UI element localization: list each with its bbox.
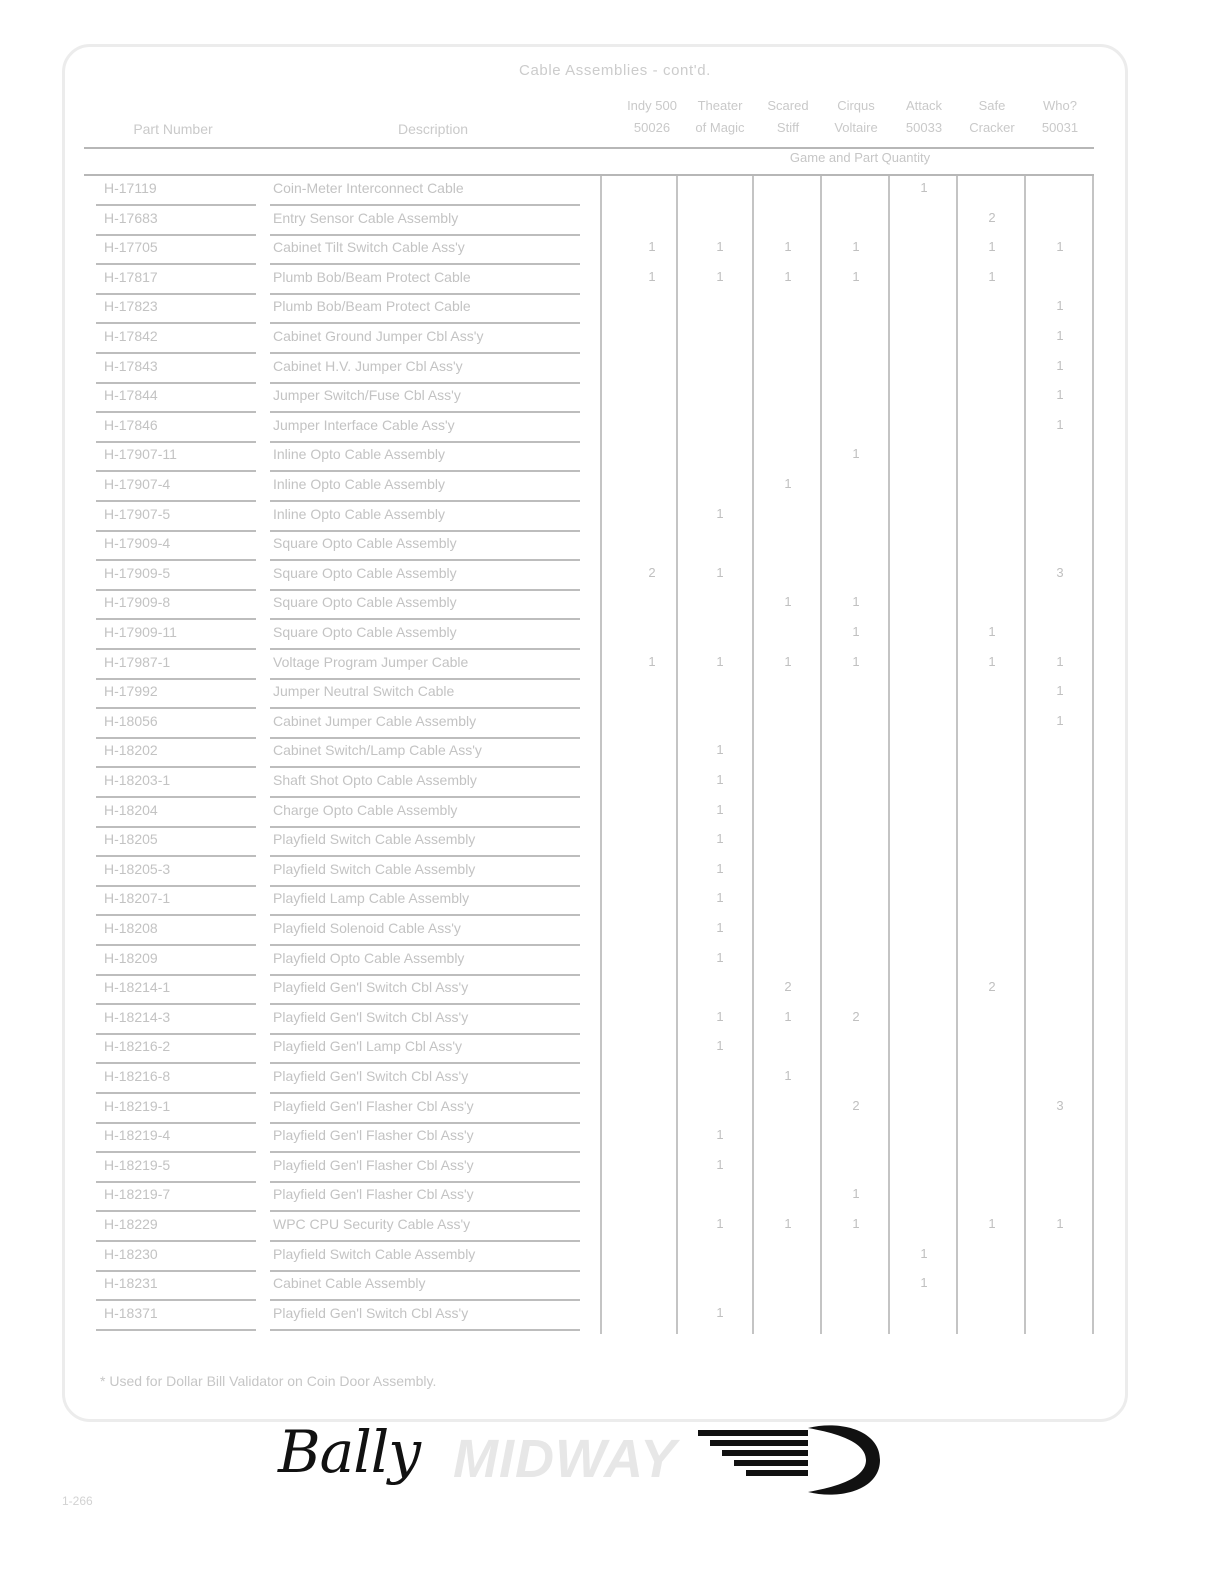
description-cell: Jumper Interface Cable Ass'y <box>273 416 455 433</box>
quantity-cell: 1 <box>852 268 860 284</box>
table-row <box>0 206 1230 236</box>
table-row <box>0 442 1230 472</box>
quantity-cell: 2 <box>784 979 792 995</box>
quantity-cell: 1 <box>1056 712 1064 728</box>
part-number-cell: H-18219-4 <box>104 1127 171 1144</box>
game-header-line1: Safe <box>978 98 1006 113</box>
description-cell: Square Opto Cable Assembly <box>273 535 457 552</box>
quantity-cell: 1 <box>716 920 724 935</box>
part-number-cell: H-18203-1 <box>104 772 171 788</box>
part-number-cell: H-17907-5 <box>104 505 171 522</box>
part-number-cell: H-18216-8 <box>104 1068 171 1084</box>
game-header-1 <box>685 95 755 139</box>
description-cell: Playfield Gen'l Switch Cbl Ass'y <box>273 979 469 996</box>
quantity-cell: 1 <box>716 831 724 847</box>
description-cell: Cabinet Ground Jumper Cbl Ass'y <box>273 328 484 344</box>
table-row <box>0 1153 1230 1183</box>
quantity-cell: 1 <box>1056 683 1064 699</box>
header-rule <box>84 147 1094 149</box>
game-header-line2: of Magic <box>695 120 745 135</box>
description-cell: Square Opto Cable Assembly <box>273 564 457 581</box>
game-header-line2: Stiff <box>776 120 800 135</box>
game-header-0 <box>617 95 687 139</box>
description-cell: Square Opto Cable Assembly <box>273 624 457 640</box>
part-number-cell: H-18204 <box>104 801 158 818</box>
quantity-cell: 1 <box>716 1216 724 1231</box>
quantity-cell: 1 <box>852 653 860 669</box>
table-row <box>0 946 1230 976</box>
quantity-cell: 1 <box>1056 298 1064 314</box>
description-cell: Playfield Gen'l Flasher Cbl Ass'y <box>273 1127 474 1144</box>
quantity-cell: 1 <box>852 594 860 610</box>
part-number-cell: H-18214-1 <box>104 979 171 996</box>
quantity-cell: 1 <box>784 653 792 669</box>
game-header-line2: 50033 <box>905 120 943 135</box>
table-row <box>0 827 1230 857</box>
quantity-cell: 1 <box>1056 328 1064 343</box>
description-cell: Voltage Program Jumper Cable <box>273 653 469 670</box>
game-header-3 <box>821 95 891 139</box>
quantity-cell: 1 <box>784 1008 792 1024</box>
part-number-cell: H-18219-7 <box>104 1186 171 1203</box>
grid-divider <box>752 176 754 1334</box>
table-row <box>0 1064 1230 1094</box>
table-row <box>0 1034 1230 1064</box>
description-cell: Inline Opto Cable Assembly <box>273 505 445 522</box>
table-row <box>0 1271 1230 1301</box>
table-row <box>0 975 1230 1005</box>
quantity-cell: 1 <box>716 653 724 669</box>
part-number-cell: H-18219-1 <box>104 1097 171 1114</box>
game-header-line1: Scared <box>767 98 809 113</box>
quantity-cell: 1 <box>1056 653 1064 669</box>
description-header: Description <box>397 121 469 137</box>
logo-midway-text: MIDWAY <box>453 1429 677 1489</box>
quantity-cell: 1 <box>784 594 792 610</box>
description-cell: Playfield Gen'l Lamp Cbl Ass'y <box>273 1038 462 1055</box>
game-header-2 <box>753 95 823 139</box>
part-number-cell: H-18214-3 <box>104 1008 171 1025</box>
quantity-cell: 1 <box>920 1245 928 1261</box>
quantity-cell: 1 <box>716 1008 724 1024</box>
quantity-cell: 1 <box>784 1068 792 1083</box>
table-row <box>0 1212 1230 1242</box>
logo-bally-text: Bally <box>278 1418 421 1486</box>
quantity-cell: 1 <box>716 1038 724 1054</box>
grid-divider <box>1092 176 1094 1334</box>
table-row <box>0 679 1230 709</box>
part-number-cell: H-18208 <box>104 920 158 936</box>
quantity-cell: 1 <box>716 1127 724 1143</box>
grid-divider <box>676 176 678 1334</box>
grid-divider <box>956 176 958 1334</box>
part-number-cell: H-17846 <box>104 416 158 433</box>
table-row <box>0 768 1230 798</box>
table-row <box>0 1005 1230 1035</box>
grid-divider <box>820 176 822 1334</box>
table-row <box>0 472 1230 502</box>
quantity-cell: 1 <box>988 239 996 255</box>
part-number-cell: H-17842 <box>104 328 158 344</box>
part-number-cell: H-17909-8 <box>104 594 171 611</box>
quantity-cell: 1 <box>784 1216 792 1231</box>
quantity-cell: 1 <box>716 1156 724 1172</box>
quantity-cell: 1 <box>852 446 860 462</box>
part-number-cell: H-17705 <box>104 239 158 256</box>
part-number-cell: H-17907-4 <box>104 476 171 492</box>
footnote: * Used for Dollar Bill Validator on Coin Door Assembly. <box>100 1373 437 1389</box>
description-cell: Entry Sensor Cable Assembly <box>273 209 459 226</box>
quantity-cell: 1 <box>1056 1216 1064 1231</box>
table-row <box>0 1301 1230 1331</box>
quantity-cell: 1 <box>988 268 996 284</box>
description-cell: Jumper Neutral Switch Cable <box>273 683 455 700</box>
description-cell: Playfield Gen'l Flasher Cbl Ass'y <box>273 1186 474 1203</box>
part-number-cell: H-17909-4 <box>104 535 171 552</box>
quantity-cell: 1 <box>784 268 792 284</box>
quantity-cell: 1 <box>920 180 928 195</box>
part-number-cell: H-17987-1 <box>104 653 171 670</box>
table-row <box>0 886 1230 916</box>
table-row <box>0 413 1230 443</box>
quantity-cell: 1 <box>716 239 724 255</box>
part-number-cell: H-17844 <box>104 387 158 404</box>
grid-divider <box>1024 176 1026 1334</box>
game-header-line2: Voltaire <box>834 120 878 135</box>
quantity-cell: 1 <box>716 268 724 284</box>
quantity-cell: 1 <box>648 268 656 284</box>
quantity-cell: 1 <box>648 653 656 669</box>
grid-divider <box>888 176 890 1334</box>
table-row <box>0 383 1230 413</box>
quantity-cell: 1 <box>852 1186 860 1202</box>
part-number-cell: H-18202 <box>104 742 158 759</box>
description-cell: Cabinet Tilt Switch Cable Ass'y <box>273 239 465 256</box>
description-cell: Playfield Switch Cable Assembly <box>273 1245 476 1262</box>
part-number-cell: H-17683 <box>104 209 158 226</box>
table-row <box>0 502 1230 532</box>
description-cell: Playfield Opto Cable Assembly <box>273 949 465 966</box>
description-cell: Inline Opto Cable Assembly <box>273 446 445 463</box>
quantity-cell: 1 <box>988 624 996 639</box>
table-row <box>0 916 1230 946</box>
quantity-cell: 1 <box>716 772 724 787</box>
description-cell: Playfield Gen'l Switch Cbl Ass'y <box>273 1008 469 1025</box>
quantity-cell: 1 <box>784 476 792 491</box>
quantity-cell: 2 <box>988 209 996 225</box>
description-cell: Playfield Gen'l Flasher Cbl Ass'y <box>273 1156 474 1173</box>
table-row <box>0 324 1230 354</box>
part-number-cell: H-18205-3 <box>104 860 171 877</box>
quantity-cell: 1 <box>716 742 724 758</box>
quantity-cell: 1 <box>716 890 724 906</box>
game-quantity-header: Game and Part Quantity <box>789 150 931 165</box>
table-row <box>0 354 1230 384</box>
part-number-cell: H-18219-5 <box>104 1156 171 1173</box>
description-cell: Coin-Meter Interconnect Cable <box>273 180 464 196</box>
quantity-cell: 3 <box>1056 564 1064 580</box>
table-row <box>0 531 1230 561</box>
page-number: 1-266 <box>62 1494 93 1508</box>
quantity-cell: 1 <box>852 624 860 639</box>
table-row <box>0 235 1230 265</box>
part-number-cell: H-17992 <box>104 683 158 700</box>
description-cell: Jumper Switch/Fuse Cbl Ass'y <box>273 387 461 404</box>
quantity-cell: 1 <box>852 1216 860 1231</box>
quantity-cell: 2 <box>852 1008 860 1024</box>
table-row <box>0 294 1230 324</box>
part-number-cell: H-18207-1 <box>104 890 171 907</box>
game-header-line1: Theater <box>697 98 743 113</box>
quantity-cell: 2 <box>988 979 996 995</box>
part-number-cell: H-18216-2 <box>104 1038 171 1055</box>
table-row <box>0 1094 1230 1124</box>
description-cell: Playfield Gen'l Switch Cbl Ass'y <box>273 1068 469 1084</box>
game-header-6 <box>1025 95 1095 139</box>
description-cell: Playfield Gen'l Flasher Cbl Ass'y <box>273 1097 474 1114</box>
description-cell: Playfield Solenoid Cable Ass'y <box>273 920 461 936</box>
quantity-cell: 1 <box>784 239 792 255</box>
part-number-cell: H-18209 <box>104 949 158 966</box>
grid-divider <box>600 176 602 1334</box>
table-row <box>0 176 1230 206</box>
row-rule <box>270 1329 580 1331</box>
game-header-4 <box>889 95 959 139</box>
quantity-cell: 1 <box>1056 416 1064 432</box>
game-header-line1: Cirqus <box>837 98 875 113</box>
description-cell: Inline Opto Cable Assembly <box>273 476 445 492</box>
part-number-cell: H-17823 <box>104 298 158 315</box>
table-row <box>0 561 1230 591</box>
quantity-cell: 1 <box>1056 239 1064 255</box>
quantity-cell: 1 <box>852 239 860 255</box>
description-cell: Playfield Switch Cable Assembly <box>273 860 476 877</box>
game-header-line1: Indy 500 <box>627 98 677 113</box>
part-number-cell: H-17817 <box>104 268 158 285</box>
quantity-cell: 3 <box>1056 1097 1064 1113</box>
table-row <box>0 620 1230 650</box>
quantity-cell: 1 <box>1056 357 1064 373</box>
part-number-cell: H-18231 <box>104 1275 158 1292</box>
description-cell: Cabinet H.V. Jumper Cbl Ass'y <box>273 357 463 374</box>
quantity-cell: 1 <box>716 564 724 580</box>
description-cell: Square Opto Cable Assembly <box>273 594 457 611</box>
table-row <box>0 709 1230 739</box>
description-cell: WPC CPU Security Cable Ass'y <box>273 1216 471 1232</box>
description-cell: Playfield Lamp Cable Assembly <box>273 890 470 907</box>
quantity-cell: 1 <box>988 653 996 669</box>
midway-wing-icon <box>690 1420 886 1500</box>
table-row <box>0 798 1230 828</box>
table-row <box>0 590 1230 620</box>
quantity-cell: 1 <box>648 239 656 255</box>
part-number-cell: H-17119 <box>104 180 157 196</box>
part-number-header: Part Number <box>133 121 213 137</box>
table-row <box>0 857 1230 887</box>
quantity-cell: 1 <box>1056 387 1064 403</box>
part-number-cell: H-17909-11 <box>104 624 177 640</box>
game-header-5 <box>957 95 1027 139</box>
row-rule <box>96 1329 256 1331</box>
game-header-line2: Cracker <box>969 120 1015 135</box>
part-number-cell: H-17909-5 <box>104 564 171 581</box>
quantity-cell: 2 <box>852 1097 860 1113</box>
quantity-cell: 1 <box>716 860 724 876</box>
part-number-cell: H-18371 <box>104 1304 158 1321</box>
game-header-line2: 50031 <box>1041 120 1079 135</box>
description-cell: Charge Opto Cable Assembly <box>273 801 458 818</box>
table-row <box>0 650 1230 680</box>
description-cell: Playfield Switch Cable Assembly <box>273 831 476 848</box>
part-number-cell: H-17843 <box>104 357 158 374</box>
part-number-cell: H-18205 <box>104 831 158 848</box>
bally-midway-logo <box>278 1418 898 1508</box>
game-header-line2: 50026 <box>633 120 671 135</box>
game-header-line1: Who? <box>1043 98 1077 113</box>
quantity-cell: 1 <box>988 1216 996 1231</box>
part-number-cell: H-17907-11 <box>104 446 177 463</box>
quantity-cell: 2 <box>648 564 656 580</box>
part-number-cell: H-18056 <box>104 712 158 729</box>
description-cell: Cabinet Cable Assembly <box>273 1275 426 1292</box>
quantity-cell: 1 <box>920 1275 928 1291</box>
quantity-cell: 1 <box>716 801 724 817</box>
quantity-cell: 1 <box>716 1304 724 1320</box>
description-cell: Cabinet Jumper Cable Assembly <box>273 712 477 729</box>
part-number-cell: H-18230 <box>104 1245 158 1262</box>
game-header-line1: Attack <box>905 98 943 113</box>
part-number-cell: H-18229 <box>104 1216 158 1232</box>
table-row <box>0 1123 1230 1153</box>
table-row <box>0 1182 1230 1212</box>
description-cell: Plumb Bob/Beam Protect Cable <box>273 268 471 285</box>
description-cell: Shaft Shot Opto Cable Assembly <box>273 772 477 788</box>
description-cell: Plumb Bob/Beam Protect Cable <box>273 298 471 315</box>
table-row <box>0 265 1230 295</box>
quantity-cell: 1 <box>716 505 724 521</box>
table-row <box>0 1242 1230 1272</box>
description-cell: Playfield Gen'l Switch Cbl Ass'y <box>273 1304 469 1321</box>
table-row <box>0 738 1230 768</box>
description-cell: Cabinet Switch/Lamp Cable Ass'y <box>273 742 482 759</box>
quantity-cell: 1 <box>716 949 724 965</box>
page-title: Cable Assemblies - cont'd. <box>519 62 711 79</box>
